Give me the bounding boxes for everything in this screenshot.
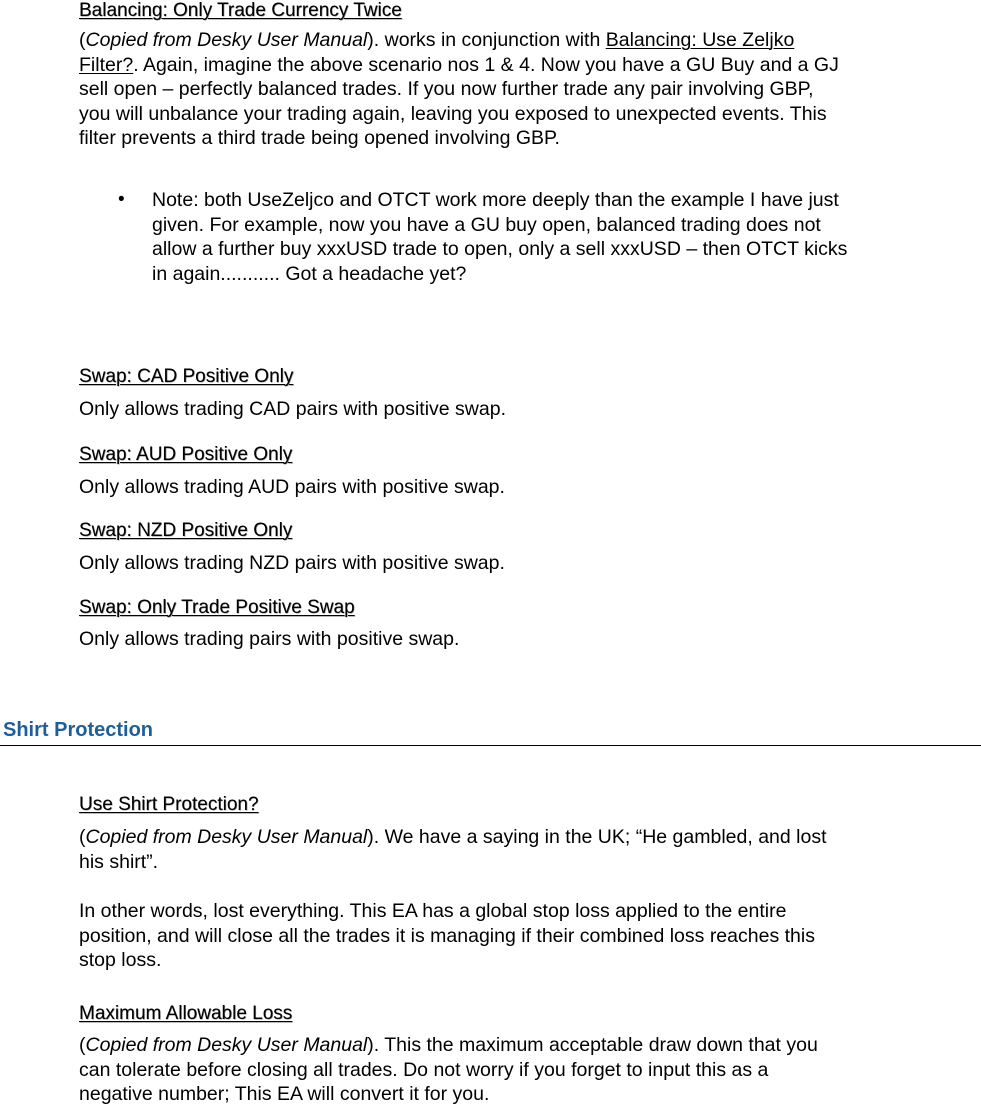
heading-use-shirt-protection: Use Shirt Protection? [79, 794, 259, 815]
section-title-shirt-protection: Shirt Protection [3, 719, 154, 741]
heading-swap-cad-positive-only: Swap: CAD Positive Only [79, 366, 294, 387]
text-segment: . Again, imagine the above scenario nos 1 & 4. Now you have a GU Buy and a GJ [133, 53, 839, 76]
paren: ( [79, 29, 86, 51]
swap-only-text: Only allows trading pairs with positive swap. [79, 628, 460, 650]
paren: ( [79, 826, 86, 848]
balancing-line-5: filter prevents a third trade being opened involving GBP. [79, 127, 560, 149]
link-filter[interactable]: Filter? [79, 53, 134, 76]
use-shirt-p2-line: In other words, lost everything. This EA has a global stop loss applied to the entire [79, 900, 787, 922]
heading-balancing-only-trade-currency-twice: Balancing: Only Trade Currency Twice [79, 0, 402, 21]
bullet-line: in again........... Got a headache yet? [152, 262, 467, 285]
max-loss-paragraph [79, 1033, 818, 1107]
heading-swap-aud-positive-only: Swap: AUD Positive Only [79, 444, 293, 465]
link-balancing-use-zeljko[interactable]: Balancing: Use Zeljko [605, 29, 795, 51]
heading-swap-nzd-positive-only: Swap: NZD Positive Only [79, 520, 293, 541]
heading-swap-only-trade-positive-swap: Swap: Only Trade Positive Swap [79, 597, 355, 618]
bullet-note [152, 188, 847, 286]
max-loss-line-3: negative number; This EA will convert it for you. [79, 1083, 490, 1105]
max-loss-line-2: can tolerate before closing all trades. Do not worry if you forget to input this as a [79, 1058, 769, 1081]
balancing-paragraph [79, 28, 839, 151]
balancing-line-3: sell open – perfectly balanced trades. If you now further trade any pair involving GBP, [79, 78, 814, 100]
use-shirt-line-2: his shirt”. [79, 850, 159, 873]
bullet-line: given. For example, now you have a GU buy open, balanced trading does not [152, 213, 821, 236]
source-citation: Copied from Desky User Manual [85, 29, 368, 51]
bullet-line: Note: both UseZeljco and OTCT work more deeply than the example I have just [152, 189, 839, 211]
text-segment: ). works in conjunction with [367, 29, 606, 51]
use-shirt-line-1 [79, 825, 827, 850]
paren: ( [79, 1034, 86, 1056]
use-shirt-p2-line: position, and will close all the trades it is managing if their combined loss reaches this [79, 924, 815, 947]
use-shirt-paragraph-1 [79, 825, 827, 874]
balancing-line-4: you will unbalance your trading again, leaving you exposed to unexpected events. This [79, 102, 827, 125]
use-shirt-paragraph-2 [79, 899, 815, 973]
bullet-marker: • [118, 189, 125, 210]
balancing-line-1 [79, 28, 839, 53]
text-segment: ). We have a saying in the UK; “He gambled, and lost [367, 826, 827, 848]
max-loss-line-1 [79, 1033, 818, 1058]
text-segment: ). This the maximum acceptable draw down that you [367, 1034, 818, 1056]
heading-maximum-allowable-loss: Maximum Allowable Loss [79, 1003, 293, 1024]
source-citation: Copied from Desky User Manual [85, 1034, 368, 1056]
swap-aud-text: Only allows trading AUD pairs with positive swap. [79, 476, 505, 498]
use-shirt-p2-line: stop loss. [79, 949, 162, 971]
source-citation: Copied from Desky User Manual [85, 826, 368, 848]
swap-cad-text: Only allows trading CAD pairs with positive swap. [79, 398, 507, 420]
bullet-line: allow a further buy xxxUSD trade to open, only a sell xxxUSD – then OTCT kicks [152, 238, 848, 260]
swap-nzd-text: Only allows trading NZD pairs with positive swap. [79, 552, 505, 574]
section-divider [0, 745, 981, 746]
balancing-line-2 [79, 53, 839, 78]
